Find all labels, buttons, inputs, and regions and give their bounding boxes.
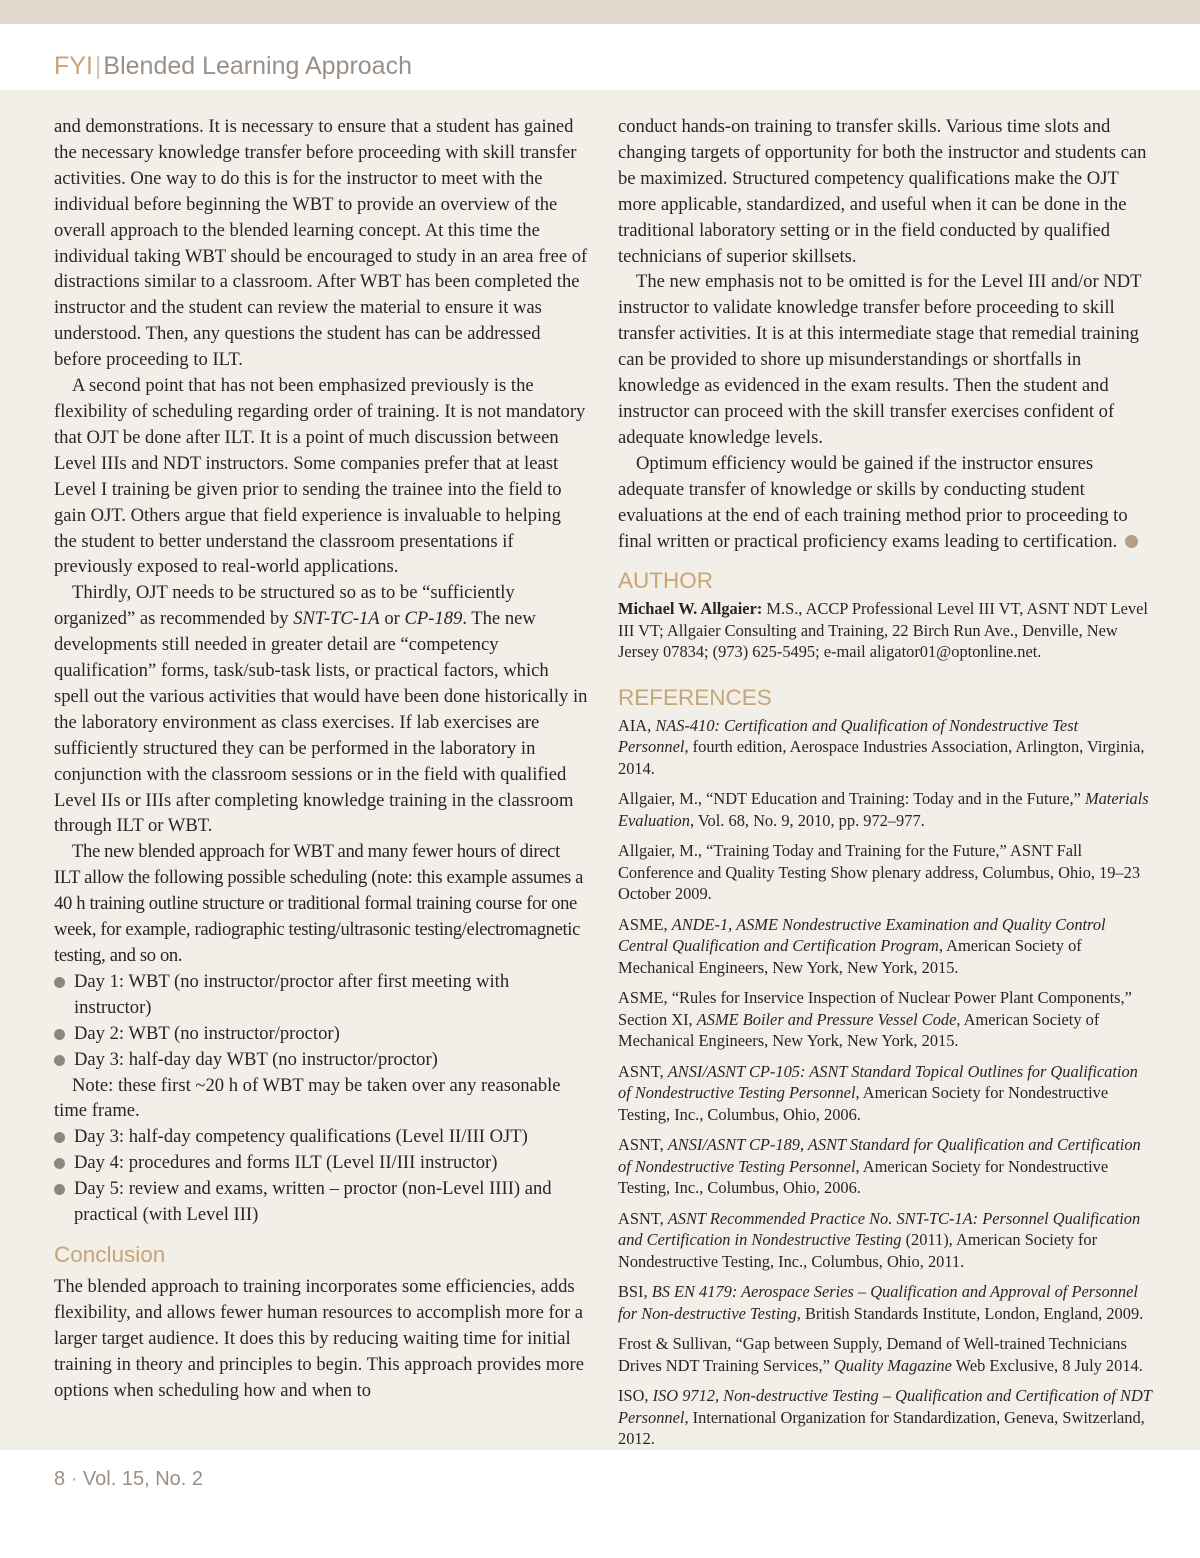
paragraph: The blended approach to training incorporates some efficiencies, adds flexibility, and allows fewer human resources to accomplish more for a larger target audience. It does this by reducing waiting time for initial training in theory and principles to begin. This approach provides more options when scheduling how and when to bbox=[54, 1275, 584, 1401]
reference-item bbox=[618, 840, 1152, 905]
ref-title: ISO 9712, Non-destructive Testing – Qualification and Certification of NDT Personnel bbox=[618, 1386, 1152, 1427]
references-heading: REFERENCES bbox=[618, 684, 772, 710]
folio bbox=[54, 1468, 203, 1491]
ref-text: ASME, “Rules for Inservice Inspection of Nuclear Power Plant Components,” Section XI, bbox=[618, 988, 1132, 1029]
author-details: M.S., ACCP Professional Level III VT, ASNT NDT Level III VT; Allgaier Consulting and Training, 22 Birch Run Ave., Denville, New Jersey 07834; (973) 625-5495; e-mail aligator01@optonline.net. bbox=[618, 599, 1148, 662]
ref-text: BSI, bbox=[618, 1282, 652, 1302]
list-item-text: Day 4: procedures and forms ILT (Level II/III instructor) bbox=[74, 1152, 498, 1174]
text-run: Thirdly, OJT needs to be structured so as to be “sufficiently organized” as recommended by bbox=[54, 582, 515, 630]
ref-text: ASNT, bbox=[618, 1208, 668, 1228]
author-bio bbox=[618, 598, 1152, 663]
ref-text: , American Society for Nondestructive Testing, Inc., Columbus, Ohio, 2006. bbox=[618, 1156, 1109, 1198]
end-of-article-icon bbox=[1125, 535, 1138, 548]
running-head bbox=[54, 52, 412, 81]
ref-text: Allgaier, M., “NDT Education and Training: Today and in the Future,” bbox=[618, 789, 1085, 809]
ref-text: AIA, bbox=[618, 715, 656, 735]
author-heading: AUTHOR bbox=[618, 568, 713, 594]
reference-item bbox=[618, 788, 1152, 831]
bullet-icon bbox=[54, 1158, 65, 1169]
ref-title: Quality Magazine bbox=[833, 1355, 952, 1375]
author-name: Michael W. Allgaier: bbox=[618, 599, 763, 619]
ref-text: , British Standards Institute, London, England, 2009. bbox=[796, 1303, 1144, 1323]
schedule-list bbox=[54, 969, 588, 1073]
paragraph bbox=[618, 451, 1152, 555]
ref-title: ANSI/ASNT CP-105: ASNT Standard Topical Outlines for Qualification of Nondestructive Testing Personnel bbox=[618, 1061, 1138, 1103]
top-band bbox=[0, 0, 1200, 24]
ref-text: ASNT, bbox=[618, 1135, 668, 1155]
list-item bbox=[54, 969, 588, 1021]
reference-item bbox=[618, 1281, 1152, 1324]
ref-title: NAS-410: Certification and Qualification of Nondestructive Test Personnel bbox=[618, 715, 1079, 757]
text-run: Optimum efficiency would be gained if the instructor ensures adequate transfer of knowledge or skills by conducting student evaluations at the end of each training method prior to proceeding to final written or practical proficiency exams leading to certification. bbox=[618, 452, 1128, 552]
ref-text: Frost & Sullivan, “Gap between Supply, Demand of Well-trained Technicians Drives NDT Training Services,” bbox=[618, 1334, 1127, 1375]
paragraph: The new emphasis not to be omitted is for the Level III and/or NDT instructor to validate knowledge transfer before proceeding to skill transfer activities. It is at this intermediate stage that remedial training can be provided to shore up misunderstandings or shortfalls in knowledge as evidenced in the exam results. Then the student and instructor can proceed with the skill transfer exercises confident of adequate knowledge levels. bbox=[618, 271, 1142, 448]
ref-title: ASME Boiler and Pressure Vessel Code bbox=[696, 1009, 957, 1029]
ref-text: , International Organization for Standardization, Geneva, Switzerland, 2012. bbox=[618, 1407, 1145, 1449]
paragraph bbox=[54, 580, 588, 839]
ref-title: ANSI/ASNT CP-189, ASNT Standard for Qualification and Certification of Nondestructive Testing Personnel bbox=[618, 1135, 1141, 1176]
standard-name: CP-189 bbox=[404, 608, 463, 630]
section-label: FYI bbox=[54, 52, 93, 80]
reference-item bbox=[618, 715, 1152, 780]
ref-text: , American Society of Mechanical Engineers, New York, New York, 2015. bbox=[618, 1009, 1100, 1051]
list-item bbox=[54, 1047, 588, 1073]
list-item-text: Day 3: half-day day WBT (no instructor/proctor) bbox=[74, 1048, 438, 1070]
reference-item bbox=[618, 1208, 1152, 1273]
standard-name: SNT-TC-1A bbox=[293, 608, 380, 630]
reference-list bbox=[618, 715, 1152, 1450]
list-item bbox=[54, 1021, 588, 1047]
list-item-text: Day 3: half-day competency qualifications (Level II/III OJT) bbox=[74, 1126, 528, 1148]
reference-item bbox=[618, 1385, 1152, 1450]
ref-text: , fourth edition, Aerospace Industries Association, Arlington, Virginia, 2014. bbox=[618, 737, 1145, 778]
bullet-icon bbox=[54, 1055, 65, 1066]
page-header bbox=[0, 24, 1200, 90]
reference-item bbox=[618, 987, 1152, 1052]
list-item-text: Day 5: review and exams, written – proctor (non-Level IIII) and practical (with Level III) bbox=[74, 1178, 552, 1226]
reference-item bbox=[618, 914, 1152, 979]
paragraph: conduct hands-on training to transfer skills. Various time slots and changing targets of opportunity for both the instructor and students can be maximized. Structured competency qualifications make the OJT more applicable, standardized, and useful when it can be done in the traditional laboratory setting or in the field conducted by qualified technicians of superior skillsets. bbox=[618, 116, 1147, 267]
text-run: . The new developments still needed in greater detail are “competency qualification” forms, task/sub-task lists, or practical factors, which spell out the various activities that would have been done historically in the laboratory environment as class exercises. If lab exercises are sufficiently structured they can be performed in the laboratory in conjunction with the classroom sessions or in the field with qualified Level IIs or IIIs after completing knowledge training in the classroom through ILT or WBT. bbox=[54, 608, 588, 837]
bullet-icon bbox=[54, 1132, 65, 1143]
ref-text: , Vol. 68, No. 9, 2010, pp. 972–977. bbox=[689, 810, 925, 830]
issue-label: Vol. 15, No. 2 bbox=[82, 1468, 203, 1490]
ref-text: ISO, bbox=[618, 1386, 653, 1406]
ref-text: Allgaier, M., “Training Today and Training for the Future,” ASNT Fall Conference and Quality Testing Show plenary address, Columbus, Ohio, 19–23 October 2009. bbox=[618, 841, 1141, 904]
list-item bbox=[54, 1124, 588, 1150]
page-number: 8 bbox=[54, 1468, 66, 1490]
left-column bbox=[54, 114, 588, 1404]
list-item bbox=[54, 1176, 588, 1228]
header-separator: | bbox=[94, 52, 102, 80]
paragraph: and demonstrations. It is necessary to ensure that a student has gained the necessary knowledge transfer before proceeding with skill transfer activities. One way to do this is for the instructor to meet with the individual before beginning the WBT to provide an overview of the overall approach to the blended learning concept. At this time the individual taking WBT should be encouraged to study in an area free of distractions similar to a classroom. After WBT has been completed the instructor and the student can review the material to ensure it was understood. Then, any questions the student has can be addressed before proceeding to ILT. bbox=[54, 116, 588, 371]
ref-title: ANDE-1, ASME Nondestructive Examination and Quality Control Central Qualification and Certification Program bbox=[618, 914, 1106, 956]
page-footer bbox=[0, 1450, 1200, 1558]
header-title: Blended Learning Approach bbox=[103, 52, 412, 80]
right-column bbox=[618, 114, 1152, 1459]
ref-title: BS EN 4179: Aerospace Series – Qualification and Approval of Personnel for Non-destructive Testing bbox=[618, 1282, 1138, 1323]
ref-text: (2011), American Society for Nondestructive Testing, Inc., Columbus, Ohio, 2011. bbox=[618, 1230, 1098, 1271]
text-run: or bbox=[379, 608, 405, 630]
ref-text: ASME, bbox=[618, 914, 672, 934]
paragraph: The new blended approach for WBT and many fewer hours of direct ILT allow the following possible scheduling (note: this example assumes a 40 h training outline structure or traditional formal training course for one week, for example, radiographic testing/ultrasonic testing/electromagnetic testing, and so on. bbox=[54, 841, 584, 966]
folio-separator: · bbox=[70, 1468, 78, 1490]
ref-title: ASNT Recommended Practice No. SNT-TC-1A: Personnel Qualification and Certification in Nondestructive Testing bbox=[618, 1208, 1141, 1250]
list-item-text: Day 1: WBT (no instructor/proctor after first meeting with instructor) bbox=[74, 970, 510, 1018]
schedule-list bbox=[54, 1124, 588, 1228]
bullet-icon bbox=[54, 1029, 65, 1040]
ref-text: ASNT, bbox=[618, 1061, 668, 1081]
bullet-icon bbox=[54, 977, 65, 988]
reference-item bbox=[618, 1134, 1152, 1199]
reference-item bbox=[618, 1061, 1152, 1126]
ref-text: , American Society of Mechanical Engineers, New York, New York, 2015. bbox=[618, 936, 1082, 977]
ref-title: Materials Evaluation bbox=[618, 789, 1149, 830]
conclusion-heading: Conclusion bbox=[54, 1241, 166, 1267]
ref-text: , American Society for Nondestructive Testing, Inc., Columbus, Ohio, 2006. bbox=[618, 1083, 1109, 1124]
schedule-note: Note: these first ~20 h of WBT may be taken over any reasonable time frame. bbox=[54, 1074, 561, 1122]
list-item bbox=[54, 1150, 588, 1176]
ref-text: Web Exclusive, 8 July 2014. bbox=[951, 1355, 1143, 1375]
paragraph: A second point that has not been emphasized previously is the flexibility of scheduling regarding order of training. It is not mandatory that OJT be done after ILT. It is a point of much discussion between Level IIIs and NDT instructors. Some companies prefer that at least Level I training be given prior to sending the trainee into the field to gain OJT. Others argue that field experience is invaluable to helping the student to better understand the classroom presentations if previously exposed to real-world applications. bbox=[54, 375, 586, 578]
list-item-text: Day 2: WBT (no instructor/proctor) bbox=[74, 1022, 340, 1044]
reference-item bbox=[618, 1333, 1152, 1376]
bullet-icon bbox=[54, 1184, 65, 1195]
